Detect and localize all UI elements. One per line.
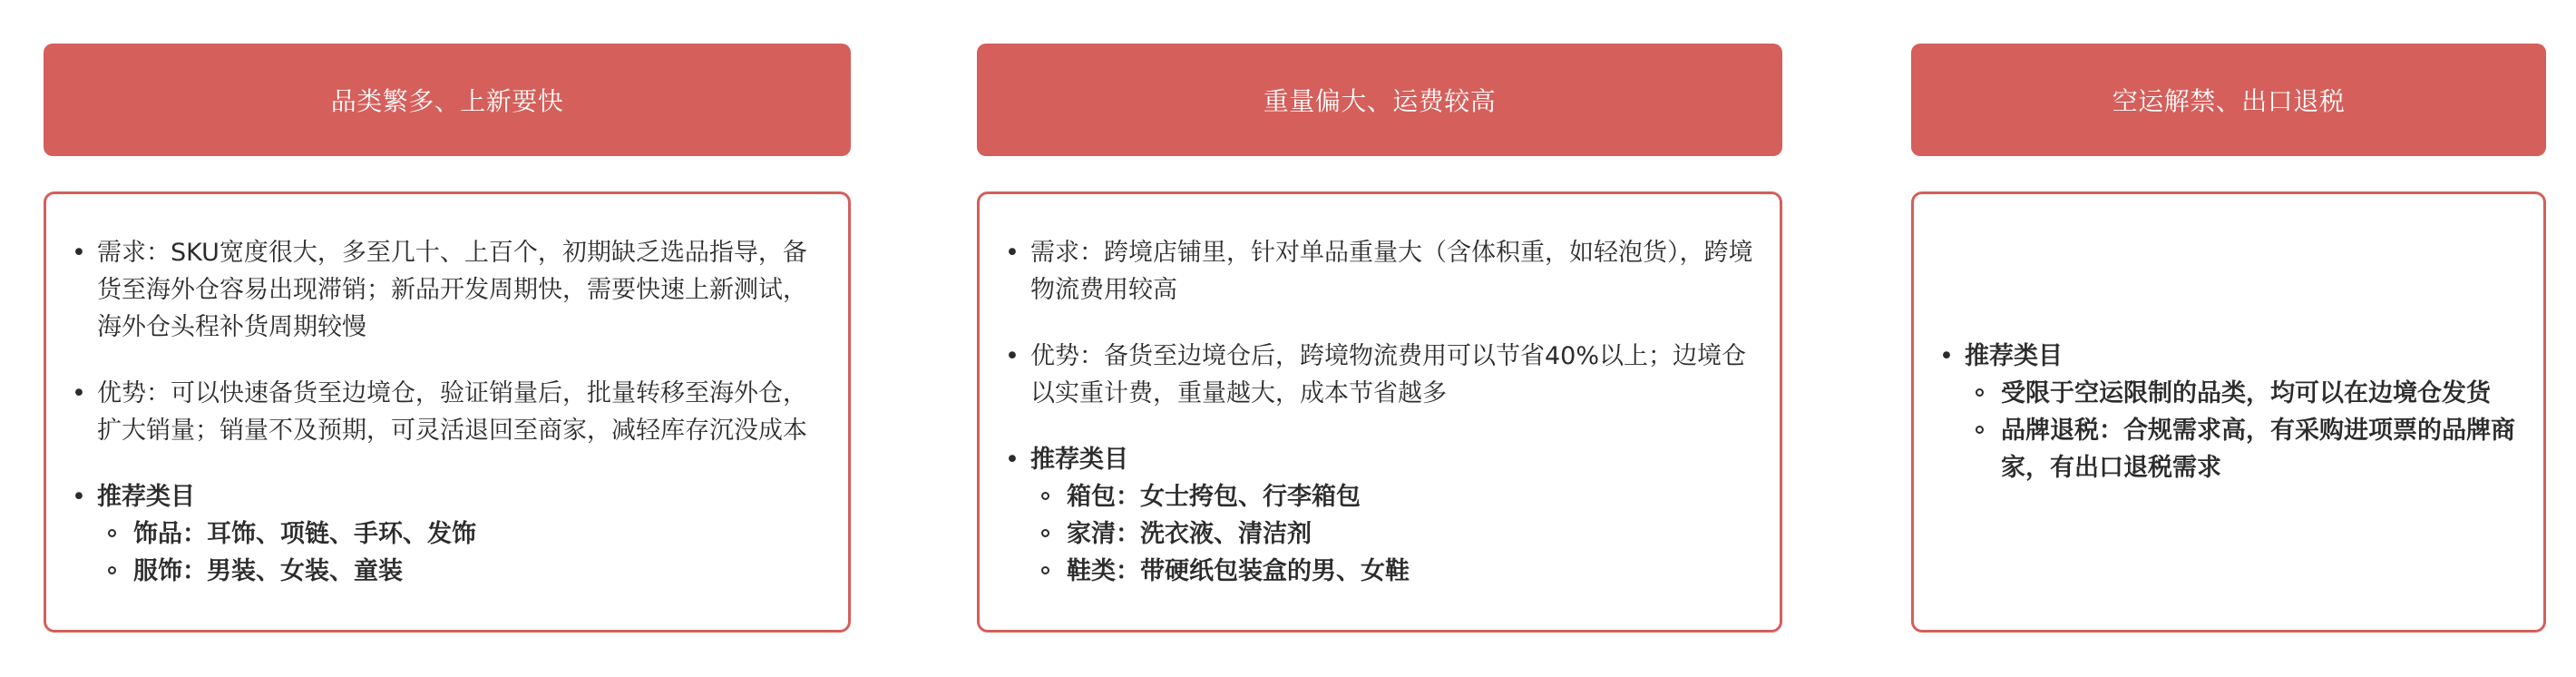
list-item-text: 优势：可以快速备货至边境仓，验证销量后，批量转移至海外仓，扩大销量；销量不及预期，可灵活退回至商家，减轻库存沉没成本 <box>97 379 807 445</box>
sub-list-item-text: 受限于空运限制的品类，均可以在边境仓发货 <box>2001 379 2491 407</box>
sub-list-item-text: 家清：洗衣液、清洁剂 <box>1067 520 1312 548</box>
list-item-text: 优势：备货至边境仓后，跨境物流费用可以节省40%以上；边境仓以实重计费，重量越大，成本节省越多 <box>1030 342 1747 407</box>
bullet-icon: • <box>1005 239 1020 267</box>
column-header-title: 品类繁多、上新要快 <box>330 86 564 116</box>
circle-bullet-icon <box>1041 529 1049 537</box>
list-item-text: 需求：跨境店铺里，针对单品重量大（含体积重，如轻泡货），跨境物流费用较高 <box>1030 239 1753 304</box>
list-item-advantage <box>68 375 828 449</box>
list-item-recommended <box>1936 338 2523 486</box>
column-card <box>44 191 851 633</box>
column-air-export <box>1911 44 2546 482</box>
list-item-text: 推荐类目 <box>97 483 195 511</box>
column-header-title: 空运解禁、出口退税 <box>2112 86 2346 116</box>
circle-bullet-icon <box>1041 492 1049 500</box>
circle-bullet-icon <box>1976 388 1984 397</box>
column-header-title: 重量偏大、运费较高 <box>1263 86 1497 116</box>
list-item-text: 推荐类目 <box>1965 342 2063 370</box>
column-card <box>1911 191 2546 633</box>
sub-list-item <box>97 553 828 590</box>
column-heavy-weight <box>977 44 1782 585</box>
sub-list <box>97 515 828 590</box>
bullet-icon: • <box>72 239 86 267</box>
column-category-variety <box>44 44 851 585</box>
column-header <box>1911 44 2546 156</box>
bullet-icon: • <box>1005 342 1020 370</box>
list-item-text: 需求：SKU宽度很大，多至几十、上百个，初期缺乏选品指导，备货至海外仓容易出现滞销；新品开发周期快，需要快速上新测试，海外仓头程补货周期较慢 <box>97 239 807 341</box>
bullet-icon: • <box>72 379 86 407</box>
sub-list-item <box>1965 412 2523 486</box>
list-item-demand <box>1001 234 1760 309</box>
sub-list-item-text: 品牌退税：合规需求高，有采购进项票的品牌商家，有出口退税需求 <box>2001 417 2515 482</box>
sub-list-item-text: 饰品：耳饰、项链、手环、发饰 <box>133 520 476 548</box>
list-item-recommended <box>68 478 828 590</box>
list-item-text: 推荐类目 <box>1030 446 1128 474</box>
circle-bullet-icon <box>108 529 116 537</box>
sub-list <box>1030 478 1760 590</box>
sub-list-item-text: 服饰：男装、女装、童装 <box>133 557 403 585</box>
sub-list <box>1965 375 2523 486</box>
sub-list-item-text: 箱包：女士挎包、行李箱包 <box>1067 483 1361 511</box>
bullet-icon: • <box>1005 446 1020 474</box>
circle-bullet-icon <box>1976 426 1984 434</box>
sub-list-item <box>1030 553 1760 590</box>
bullet-icon: • <box>1939 342 1954 370</box>
sub-list-item <box>1030 515 1760 553</box>
column-header <box>44 44 851 156</box>
column-header <box>977 44 1782 156</box>
circle-bullet-icon <box>108 566 116 574</box>
list-item-recommended <box>1001 441 1760 590</box>
sub-list-item-text: 鞋类：带硬纸包装盒的男、女鞋 <box>1067 557 1410 585</box>
circle-bullet-icon <box>1041 566 1049 574</box>
column-card <box>977 191 1782 633</box>
sub-list-item <box>1965 375 2523 412</box>
bullet-icon: • <box>72 483 86 511</box>
sub-list-item <box>97 515 828 553</box>
list-item-demand <box>68 234 828 346</box>
sub-list-item <box>1030 478 1760 515</box>
list-item-advantage <box>1001 338 1760 412</box>
